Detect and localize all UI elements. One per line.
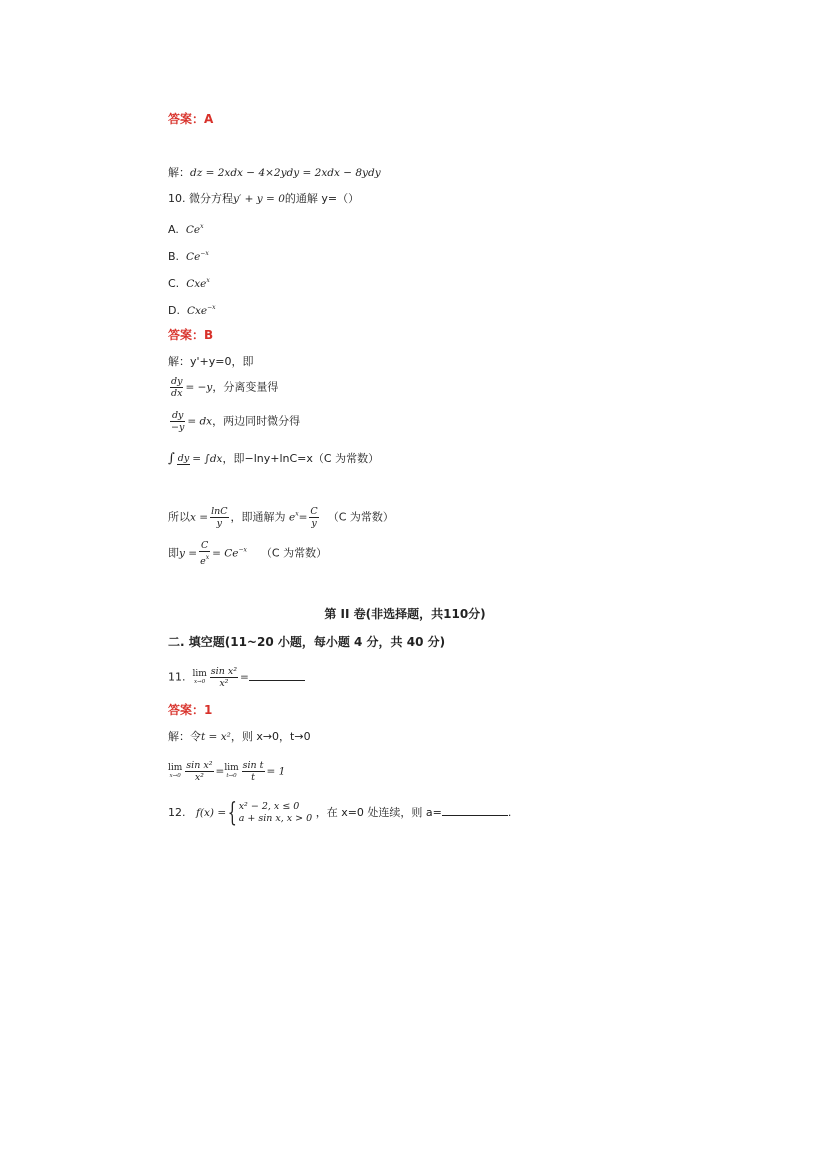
- function-lhs: f(x) =: [196, 807, 227, 819]
- fraction-sint-t: [242, 760, 265, 783]
- sol10-line5: [168, 506, 394, 529]
- rhs-exp: −x: [238, 546, 247, 554]
- option-exp: −x: [200, 250, 209, 257]
- equation-rhs: = ∫dx: [192, 453, 223, 465]
- question-number: 11.: [168, 670, 186, 684]
- q10-option-d: [168, 300, 216, 319]
- sol10-line4: [168, 451, 379, 467]
- fraction-num: sin t: [242, 760, 264, 771]
- case-2: a + sin x, x > 0: [238, 813, 313, 824]
- equals-sign: =: [240, 671, 249, 684]
- equals-sign: =: [298, 511, 308, 524]
- fraction-num: dy: [171, 410, 184, 421]
- fraction-lnc-y: [210, 506, 228, 529]
- equation-text: ，分离变量得: [212, 380, 279, 394]
- lim-text: lim: [168, 763, 183, 773]
- equation-rhs: = Ce: [212, 547, 239, 560]
- equation-lhs: x =: [190, 511, 209, 524]
- fraction-num: dy: [171, 376, 183, 387]
- line-prefix: 即: [168, 546, 179, 560]
- q10-option-b: [168, 246, 209, 265]
- fraction-num: lnC: [211, 506, 228, 517]
- line-prefix: 解：令: [168, 730, 201, 743]
- fraction-num: sin x²: [186, 760, 213, 771]
- lim-sub: x→0: [169, 773, 181, 779]
- answer-b-label: 答案：B: [168, 328, 214, 342]
- option-letter: D.: [168, 304, 180, 317]
- exp-base: e: [289, 511, 296, 524]
- limit-operator: [193, 670, 207, 685]
- fraction-den: dx: [171, 388, 183, 399]
- sol10-line3: [168, 410, 300, 433]
- equation-rhs: = dx: [187, 415, 213, 428]
- fraction-den: [199, 552, 210, 567]
- answer-blank: [249, 670, 305, 681]
- line-middle: ，即通解为: [230, 510, 286, 524]
- question-number: 12.: [168, 806, 186, 819]
- equation-text: （C 为常数）: [260, 546, 328, 560]
- fraction-dy: [177, 453, 190, 465]
- fraction-den: y: [216, 518, 222, 529]
- lim-sub: t→0: [226, 773, 237, 779]
- fraction-dy-negy: [170, 410, 185, 433]
- answer-blank: [442, 805, 508, 816]
- q10-prefix: 10. 微分方程: [168, 192, 233, 205]
- equation-lhs: y =: [179, 547, 198, 560]
- line-suffix: ，则 x→0，t→0: [230, 730, 311, 743]
- fraction-den: −y: [171, 422, 185, 433]
- fraction-c-ex: [199, 540, 210, 567]
- fraction-c-y: [309, 506, 318, 529]
- option-letter: A.: [168, 223, 179, 236]
- limit-operator: [168, 764, 182, 779]
- question-10: [168, 191, 359, 207]
- option-expr: Cxe: [186, 305, 208, 317]
- fraction-num: dy: [177, 453, 190, 464]
- equation-text: ，两边同时微分得: [212, 414, 301, 428]
- option-expr: Ce: [186, 251, 201, 263]
- fraction-sinx2-x2: [210, 666, 238, 689]
- equation-text: ，即−lny+lnC=x（C 为常数）: [222, 452, 380, 465]
- solution-label: 解：: [168, 166, 190, 179]
- option-exp: x: [200, 223, 204, 230]
- solution-dz: [168, 165, 381, 181]
- fraction-num: C: [310, 506, 318, 517]
- equals-sign: =: [215, 765, 225, 778]
- substitution-expr: t = x²: [201, 731, 231, 743]
- fraction-den: y: [311, 518, 317, 529]
- left-brace-icon: {: [227, 798, 237, 828]
- lim-text: lim: [224, 763, 239, 773]
- exp-power: x: [295, 510, 299, 518]
- q10-equation: y′ + y = 0: [233, 193, 285, 205]
- fraction-den: x²: [194, 772, 204, 783]
- fraction-den: x²: [219, 678, 229, 689]
- answer-a-label: 答案：A: [168, 112, 214, 126]
- option-letter: B.: [168, 250, 180, 263]
- sol10-line2: [168, 376, 278, 399]
- limit-operator-t: [224, 764, 238, 779]
- line-prefix: 所以: [168, 510, 190, 524]
- fraction-num: C: [200, 540, 209, 551]
- lim-sub: x→0: [194, 679, 206, 685]
- equals-one: = 1: [266, 765, 286, 778]
- sol11-line1: [168, 729, 311, 745]
- equation-text: （C 为常数）: [327, 510, 394, 524]
- fraction-den: t: [251, 772, 255, 783]
- fraction-sinx2-x2: [185, 760, 213, 783]
- den-exp: x: [205, 554, 210, 561]
- q10-suffix: 的通解 y=（）: [284, 192, 360, 205]
- option-expr: Ce: [185, 224, 201, 236]
- part-2-title: 第 II 卷(非选择题，共110分): [324, 607, 486, 621]
- question-12: [168, 800, 511, 826]
- lim-text: lim: [192, 669, 207, 679]
- section-2-title: 二. 填空题(11~20 小题，每小题 4 分，共 40 分): [168, 635, 446, 649]
- piecewise-cases: [239, 801, 313, 825]
- fraction-num: sin x²: [210, 666, 238, 677]
- den-base: e: [200, 556, 206, 567]
- q10-option-a: [168, 219, 203, 238]
- question-end: .: [507, 806, 512, 819]
- q10-option-c: [168, 273, 210, 292]
- answer-1-label: 答案：1: [168, 703, 213, 717]
- equation-rhs: = −y: [185, 381, 213, 394]
- dz-expression: dz = 2xdx − 4×2ydy = 2xdx − 8ydy: [190, 167, 381, 179]
- sol11-line2: [168, 760, 285, 783]
- option-letter: C.: [168, 277, 180, 290]
- integral-sign: ∫: [168, 451, 175, 466]
- sol10-line6: [168, 540, 327, 567]
- option-exp: x: [206, 277, 210, 284]
- option-exp: −x: [207, 304, 216, 311]
- sol10-line1: 解：y'+y=0，即: [168, 355, 254, 368]
- question-11: [168, 666, 305, 689]
- question-text: ，在 x=0 处连续，则 a=: [315, 806, 442, 819]
- option-expr: Cxe: [186, 278, 207, 290]
- fraction-dy-dx: [170, 376, 183, 399]
- case-1: x² − 2, x ≤ 0: [238, 801, 300, 812]
